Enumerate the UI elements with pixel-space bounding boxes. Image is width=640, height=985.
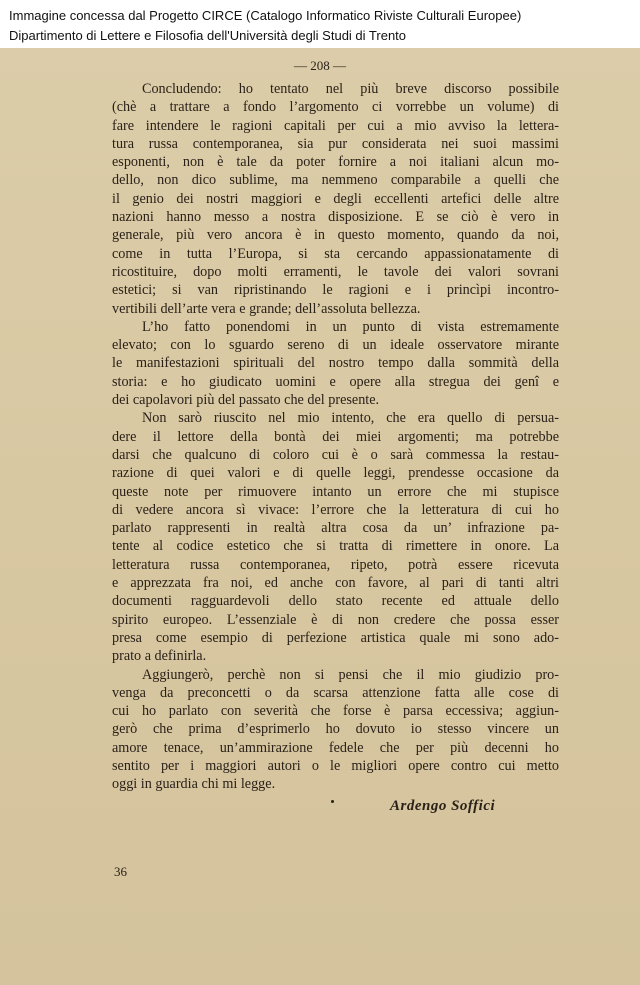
text-line: storia: e ho giudicato uomini e opere alla stregua dei genî e — [112, 373, 559, 390]
text-line: darsi che qualcuno di coloro cui è o sarà commessa la restau- — [112, 446, 559, 463]
text-line: dello, non dico sublime, ma nemmeno comparabile a quelli che — [112, 172, 559, 189]
ink-speck — [331, 800, 334, 803]
body-text — [112, 80, 559, 794]
page-number-bottom: 36 — [114, 864, 127, 879]
text-line: parlato rappresenti in realtà altra cosa da un’ infrazione pa- — [112, 520, 559, 537]
header-line-1: Immagine concessa dal Progetto CIRCE (Catalogo Informatico Riviste Culturali Europee) — [9, 8, 522, 23]
text-line: letteratura russa contemporanea, ripeto, potrà essere ricevuta — [112, 556, 559, 573]
text-line: tura russa contemporanea, sia pur considerata nei suoi massimi — [112, 135, 559, 152]
text-line: vertibili dell’arte vera e grande; dell’assoluta bellezza. — [112, 300, 421, 317]
text-line: documenti ragguardevoli dello stato recente ed attuale dello — [112, 593, 559, 610]
text-line: presa come esempio di perfezione artistica quale mi sono ado- — [112, 629, 559, 646]
text-line: come in tutta l’Europa, si sta cercando appassionatamente di — [112, 245, 559, 262]
text-line: sentito per i maggiori autori o le migliori opere contro cui metto — [112, 757, 559, 774]
text-line: fare intendere le ragioni capitali per cui a mio avviso la lettera- — [112, 117, 559, 134]
text-line: (chè a trattare a fondo l’argomento ci vorrebbe un volume) di — [112, 99, 559, 116]
text-line: oggi in guardia chi mi legge. — [112, 776, 276, 793]
text-line: generale, più vero ancora è in questo momento, quando da noi, — [112, 227, 559, 244]
text-line: il genio dei nostri maggiori e degli eccellenti artefici delle altre — [112, 190, 559, 207]
text-line: prato a definirla. — [112, 648, 207, 665]
text-line: dei capolavori più del passato che del presente. — [112, 392, 380, 409]
text-line: dere il lettore della bontà dei miei argomenti; ma potrebbe — [112, 428, 559, 445]
text-line: razione di quei valori e di quelle leggi, prendesse occasione da — [112, 465, 559, 482]
text-line: venga da preconcetti o da scarsa attenzione fatta alle cose di — [112, 684, 559, 701]
text-line: le manifestazioni spirituali del nostro tempo dalla sommità della — [112, 355, 559, 372]
text-line: cui ho parlato con severità che forse è parsa eccessiva; aggiun- — [112, 703, 559, 720]
text-line: e apprezzata fra noi, ed anche con favore, al pari di tanti altri — [112, 575, 559, 592]
text-line: spirito europeo. L’essenziale è di non credere che possa esser — [112, 611, 559, 628]
text-line: ricostituire, dopo molti erramenti, le tavole dei valori sovrani — [112, 263, 559, 280]
text-line: Concludendo: ho tentato nel più breve discorso possibile — [142, 81, 559, 97]
text-line: Non sarò riuscito nel mio intento, che era quello di persua- — [142, 410, 559, 427]
text-line: gerò che prima d’esprimerlo ho dovuto io stesso vincere un — [112, 721, 559, 738]
text-line: nazioni hanno messo a nostra disposizione. E se ciò è vero in — [112, 209, 559, 226]
text-line: di vedere ancora sì vivace: l’errore che la letteratura di cui ho — [112, 501, 559, 518]
text-line: estetici; si van ripristinando le ragioni e i princìpi incontro- — [112, 282, 559, 299]
header-line-2: Dipartimento di Lettere e Filosofia dell'Università degli Studi di Trento — [9, 28, 407, 43]
text-line: queste note per rimuovere intanto un errore che mi stupisce — [112, 483, 559, 500]
text-line: esponenti, non è tale da poter fornire a noi italiani alcun mo- — [112, 154, 559, 171]
text-line: elevato; con lo sguardo sereno di un ideale osservatore mirante — [112, 337, 559, 354]
text-line: amore tenace, un’ammirazione fedele che per più decenni ho — [112, 739, 559, 756]
source-header — [0, 0, 640, 48]
author-signature: Ardengo Soffici — [390, 798, 496, 814]
text-line: tente al codice estetico che si tratta di rimettere in onore. La — [112, 538, 559, 555]
text-line: L’ho fatto ponendomi in un punto di vista estremamente — [142, 318, 559, 335]
text-line: Aggiungerò, perchè non si pensi che il mio giudizio pro- — [142, 666, 559, 683]
page-number-top: — 208 — — [294, 58, 346, 73]
